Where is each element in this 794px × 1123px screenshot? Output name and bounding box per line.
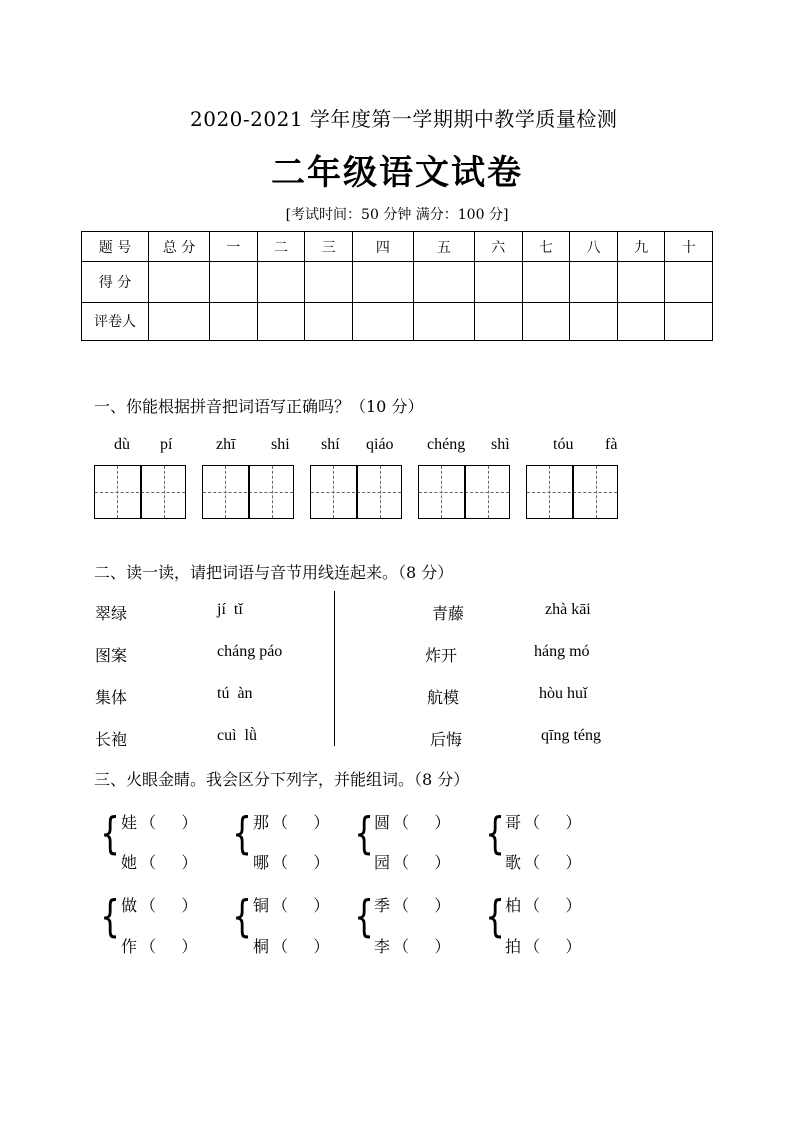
brace-icon: {: [354, 808, 374, 859]
brace-icon: {: [354, 891, 374, 942]
pinyin-label: chéng: [427, 436, 466, 453]
brace-icon: {: [100, 891, 120, 942]
char: 桐: [253, 937, 270, 956]
grader-cell[interactable]: [665, 302, 713, 340]
answer-blank[interactable]: （ ）: [524, 896, 582, 915]
grader-row: [82, 302, 713, 340]
writing-grid[interactable]: [202, 465, 294, 519]
grader-cell[interactable]: [570, 302, 618, 340]
score-cell[interactable]: [305, 262, 353, 302]
score-header-cell: 十: [665, 232, 713, 262]
score-header-cell: 六: [474, 232, 522, 262]
brace-icon: {: [485, 891, 505, 942]
grader-cell[interactable]: [413, 302, 474, 340]
section-1-title: 一、你能根据拼音把词语写正确吗？（10 分）: [94, 397, 424, 416]
score-row: [82, 262, 713, 302]
answer-blank[interactable]: （ ）: [524, 813, 582, 832]
char: 那: [253, 813, 270, 832]
char: 季: [374, 896, 391, 915]
score-header-cell: 总 分: [149, 232, 210, 262]
score-cell[interactable]: [257, 262, 305, 302]
answer-blank[interactable]: （ ）: [140, 813, 198, 832]
answer-blank[interactable]: （ ）: [140, 937, 198, 956]
score-header-cell: 五: [413, 232, 474, 262]
match-word: 航模: [427, 688, 460, 707]
grader-cell[interactable]: [305, 302, 353, 340]
match-word: 长袍: [95, 730, 128, 749]
exam-info: [考试时间：50 分钟 满分：100 分]: [285, 207, 509, 223]
match-pinyin: qīng téng: [541, 727, 601, 744]
grader-cell[interactable]: [522, 302, 570, 340]
section-3-title: 三、火眼金睛。我会区分下列字，并能组词。（8 分）: [94, 770, 470, 789]
score-header-cell: 三: [305, 232, 353, 262]
match-pinyin: háng mó: [534, 643, 590, 660]
pinyin-label: qiáo: [366, 436, 394, 453]
grader-cell[interactable]: [149, 302, 210, 340]
match-word: 翠绿: [95, 604, 128, 623]
match-pinyin: zhà kāi: [545, 601, 591, 618]
answer-blank[interactable]: （ ）: [140, 853, 198, 872]
pinyin-label: dù: [114, 436, 130, 453]
match-pinyin: cuì lǜ: [217, 727, 257, 744]
brace-icon: {: [232, 891, 252, 942]
score-header-cell: 七: [522, 232, 570, 262]
answer-blank[interactable]: （ ）: [393, 853, 451, 872]
char: 做: [121, 896, 138, 915]
score-cell[interactable]: [617, 262, 665, 302]
score-header-cell: 四: [352, 232, 413, 262]
pinyin-label: shì: [491, 436, 510, 453]
match-pinyin: tú àn: [217, 685, 253, 702]
answer-blank[interactable]: （ ）: [393, 896, 451, 915]
answer-blank[interactable]: （ ）: [140, 896, 198, 915]
column-divider: [334, 591, 335, 746]
char: 哥: [505, 813, 522, 832]
answer-blank[interactable]: （ ）: [524, 937, 582, 956]
score-table: [81, 231, 713, 341]
char: 园: [374, 853, 391, 872]
pinyin-label: zhī: [216, 436, 236, 453]
pinyin-label: tóu: [553, 436, 574, 453]
score-cell[interactable]: [149, 262, 210, 302]
pinyin-label: pí: [160, 436, 173, 453]
grader-cell[interactable]: [474, 302, 522, 340]
char: 歌: [505, 853, 522, 872]
match-word: 后悔: [430, 730, 463, 749]
score-header-cell: 二: [257, 232, 305, 262]
match-word: 图案: [95, 646, 128, 665]
answer-blank[interactable]: （ ）: [272, 937, 330, 956]
answer-blank[interactable]: （ ）: [524, 853, 582, 872]
writing-grid[interactable]: [94, 465, 186, 519]
score-cell[interactable]: [352, 262, 413, 302]
char: 圆: [374, 813, 391, 832]
score-cell[interactable]: [522, 262, 570, 302]
section-2-title: 二、读一读，请把词语与音节用线连起来。（8 分）: [94, 563, 454, 582]
writing-grid[interactable]: [310, 465, 402, 519]
answer-blank[interactable]: （ ）: [393, 937, 451, 956]
score-header-cell: 一: [210, 232, 258, 262]
grader-cell[interactable]: [210, 302, 258, 340]
score-table-header-row: [82, 232, 713, 262]
pinyin-label: shi: [271, 436, 290, 453]
writing-grid[interactable]: [526, 465, 618, 519]
grader-cell[interactable]: [617, 302, 665, 340]
char: 柏: [505, 896, 522, 915]
char: 李: [374, 937, 391, 956]
brace-icon: {: [485, 808, 505, 859]
match-pinyin: jí tǐ: [217, 601, 243, 618]
score-header-cell: 八: [570, 232, 618, 262]
brace-icon: {: [232, 808, 252, 859]
score-header-cell: 题 号: [82, 232, 149, 262]
score-row-label: 得 分: [82, 262, 149, 302]
brace-icon: {: [100, 808, 120, 859]
match-word: 青藤: [432, 604, 465, 623]
exam-title: 二年级语文试卷: [271, 153, 523, 193]
match-pinyin: cháng páo: [217, 643, 283, 660]
answer-blank[interactable]: （ ）: [272, 896, 330, 915]
char: 作: [121, 937, 138, 956]
score-cell[interactable]: [413, 262, 474, 302]
answer-blank[interactable]: （ ）: [393, 813, 451, 832]
char: 娃: [121, 813, 138, 832]
answer-blank[interactable]: （ ）: [272, 853, 330, 872]
score-cell[interactable]: [570, 262, 618, 302]
pinyin-label: shí: [321, 436, 340, 453]
grader-cell[interactable]: [352, 302, 413, 340]
pinyin-label: fà: [605, 436, 618, 453]
grader-row-label: 评卷人: [82, 302, 149, 340]
score-header-cell: 九: [617, 232, 665, 262]
char: 她: [121, 853, 138, 872]
match-word: 炸开: [425, 646, 458, 665]
char: 拍: [505, 937, 522, 956]
char: 铜: [253, 896, 270, 915]
grader-cell[interactable]: [257, 302, 305, 340]
score-cell[interactable]: [474, 262, 522, 302]
answer-blank[interactable]: （ ）: [272, 813, 330, 832]
exam-subtitle: 2020-2021 学年度第一学期期中教学质量检测: [190, 107, 618, 131]
score-cell[interactable]: [665, 262, 713, 302]
match-pinyin: hòu huǐ: [539, 685, 588, 702]
writing-grid[interactable]: [418, 465, 510, 519]
match-word: 集体: [95, 688, 128, 707]
char: 哪: [253, 853, 270, 872]
score-cell[interactable]: [210, 262, 258, 302]
